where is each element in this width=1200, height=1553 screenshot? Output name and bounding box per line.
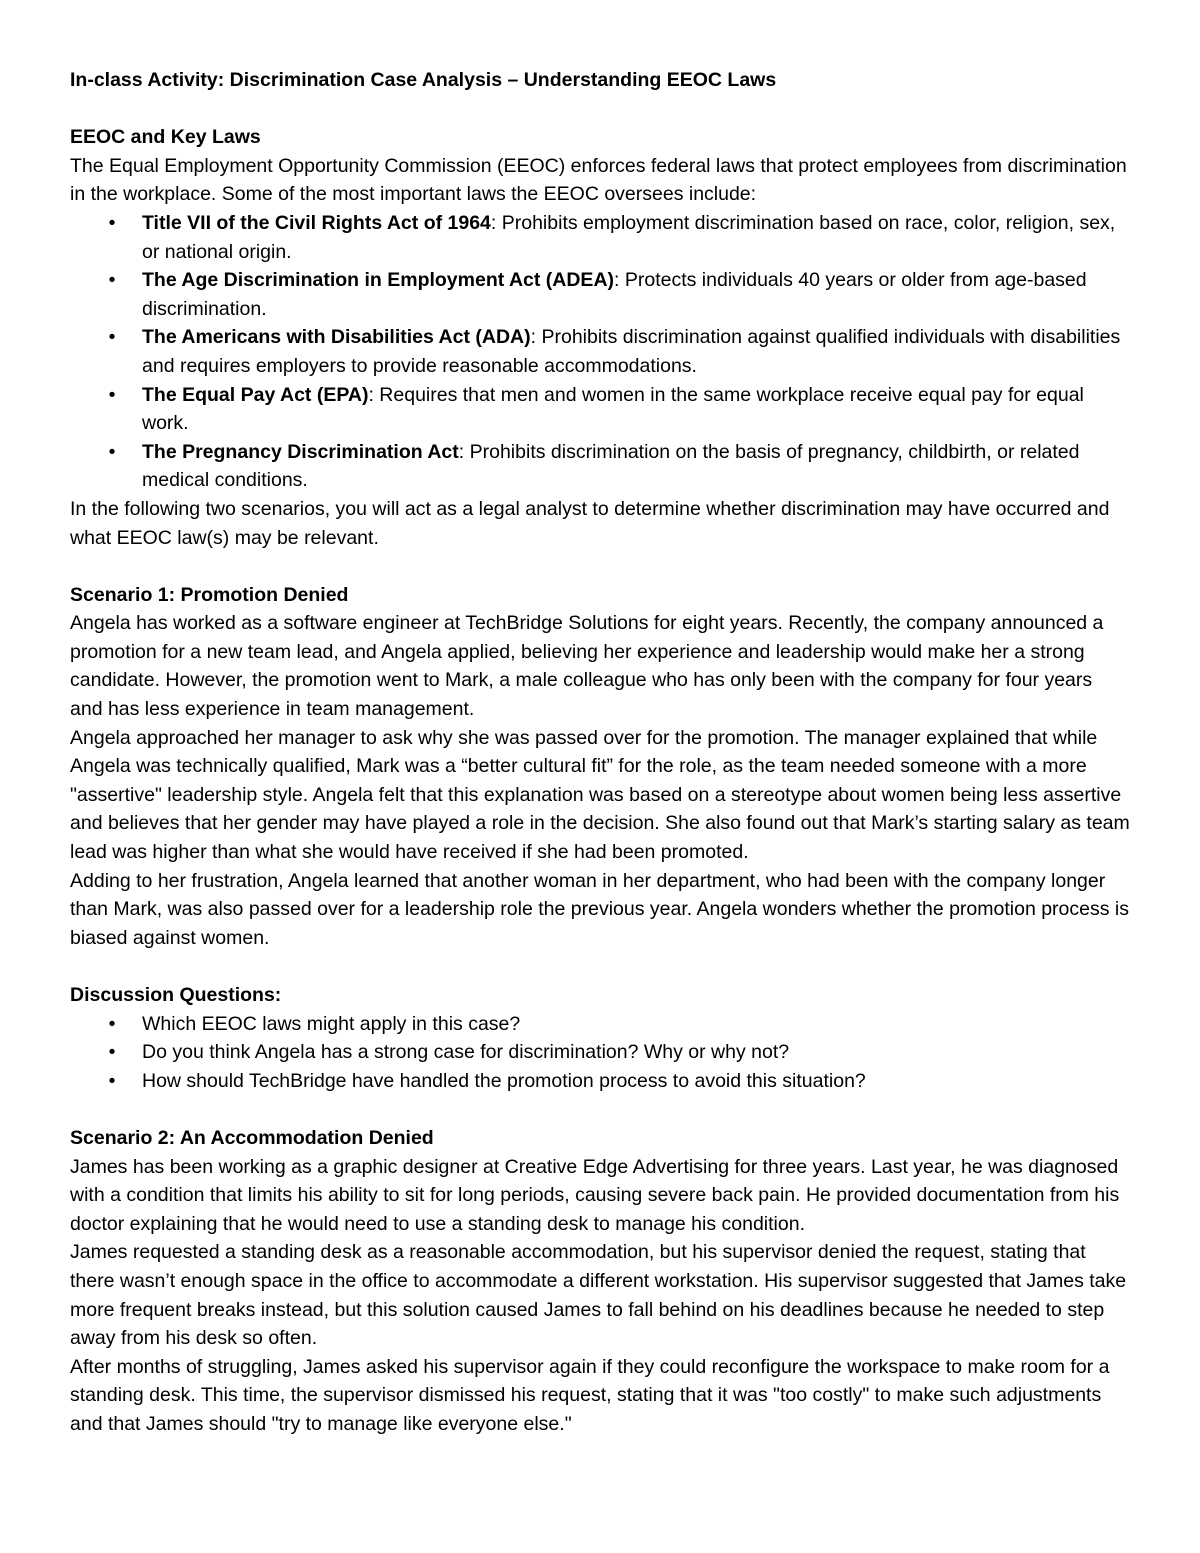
law-description: : Prohibits employment discrimination based on race, color, religion, sex, or national origin.	[142, 211, 1116, 263]
law-list-item	[70, 266, 1130, 323]
eeoc-section-heading: EEOC and Key Laws	[70, 126, 261, 149]
bullet-icon: •	[108, 383, 116, 406]
discussion-heading: Discussion Questions:	[70, 984, 282, 1006]
bullet-icon: •	[108, 440, 116, 463]
law-description: : Protects individuals 40 years or older from age-based discrimination.	[142, 269, 1087, 320]
eeoc-outro-paragraph: In the following two scenarios, you will act as a legal analyst to determine whether discrimination may have occurred and what EEOC law(s) may be relevant.	[70, 497, 1110, 549]
law-list-item	[70, 209, 1130, 266]
eeoc-laws-list	[70, 209, 1130, 495]
law-name: The Pregnancy Discrimination Act	[142, 440, 459, 463]
law-description: : Prohibits discrimination against qualified individuals with disabilities and requires employers to provide reasonable accommodations.	[142, 326, 1121, 377]
bullet-icon: •	[108, 269, 116, 292]
bullet-icon: •	[108, 211, 116, 234]
scenario2-paragraph: James requested a standing desk as a reasonable accommodation, but his supervisor denied the request, stating that there wasn’t enough space in the office to accommodate a different workstation. His supervisor suggested that James take more frequent breaks instead, but this solution caused James to fall behind on his deadlines because he needed to step away from his desk so often.	[70, 1241, 1127, 1350]
question-text: How should TechBridge have handled the promotion process to avoid this situation?	[142, 1069, 866, 1092]
law-name: The Age Discrimination in Employment Act (ADEA)	[142, 269, 615, 292]
law-name: The Equal Pay Act (EPA)	[142, 383, 369, 406]
law-name: Title VII of the Civil Rights Act of 1964	[142, 211, 491, 234]
question-list-item	[70, 1067, 1130, 1096]
question-text: Do you think Angela has a strong case for discrimination? Why or why not?	[142, 1041, 790, 1064]
law-name: The Americans with Disabilities Act (ADA)	[142, 326, 531, 349]
scenario2-paragraph: James has been working as a graphic designer at Creative Edge Advertising for three years. Last year, he was diagnosed with a condition that limits his ability to sit for long periods, causing severe back pain. He provided documentation from his doctor explaining that he would need to use a standing desk to manage his condition.	[70, 1155, 1120, 1235]
scenario1-paragraph: Angela has worked as a software engineer at TechBridge Solutions for eight years. Recently, the company announced a promotion for a new team lead, and Angela applied, believing her experience and leadership would make her a strong candidate. However, the promotion went to Mark, a male colleague who has only been with the company for four years and has less experience in team management.	[70, 612, 1104, 721]
bullet-icon: •	[108, 326, 116, 349]
scenario2-heading: Scenario 2: An Accommodation Denied	[70, 1126, 434, 1149]
scenario1-paragraph: Adding to her frustration, Angela learned that another woman in her department, who had been with the company longer than Mark, was also passed over for a leadership role the previous year. Angela wonders whether the promotion process is biased against women.	[70, 869, 1129, 949]
page-title: In-class Activity: Discrimination Case Analysis – Understanding EEOC Laws	[70, 69, 777, 91]
scenario1-heading: Scenario 1: Promotion Denied	[70, 583, 349, 606]
bullet-icon: •	[108, 1041, 116, 1064]
law-description: : Requires that men and women in the same workplace receive equal pay for equal work.	[142, 383, 1084, 435]
scenario2-paragraph: After months of struggling, James asked his supervisor again if they could reconfigure the workspace to make room for a standing desk. This time, the supervisor dismissed his request, stating that it was "too costly" to make such adjustments and that James should "try to manage like everyone else."	[70, 1355, 1110, 1435]
bullet-icon: •	[108, 1069, 116, 1092]
eeoc-intro-paragraph: The Equal Employment Opportunity Commission (EEOC) enforces federal laws that protect employees from discrimination in the workplace. Some of the most important laws the EEOC oversees include:	[70, 154, 1127, 206]
law-list-item	[70, 438, 1130, 495]
bullet-icon: •	[108, 1012, 116, 1035]
scenario1-paragraph: Angela approached her manager to ask why she was passed over for the promotion. The manager explained that while Angela was technically qualified, Mark was a “better cultural fit” for the role, as the team needed someone with a more "assertive" leadership style. Angela felt that this explanation was based on a stereotype about women being less assertive and believes that her gender may have played a role in the decision. She also found out that Mark’s starting salary as team lead was higher than what she would have received if she had been promoted.	[70, 726, 1130, 864]
law-description: : Prohibits discrimination on the basis of pregnancy, childbirth, or related medical conditions.	[142, 440, 1080, 492]
discussion-questions-list	[70, 1010, 1130, 1096]
question-text: Which EEOC laws might apply in this case?	[142, 1012, 521, 1035]
question-list-item	[70, 1038, 1130, 1067]
question-list-item	[70, 1010, 1130, 1039]
law-list-item	[70, 323, 1130, 380]
document-page	[70, 66, 1130, 1439]
law-list-item	[70, 381, 1130, 438]
